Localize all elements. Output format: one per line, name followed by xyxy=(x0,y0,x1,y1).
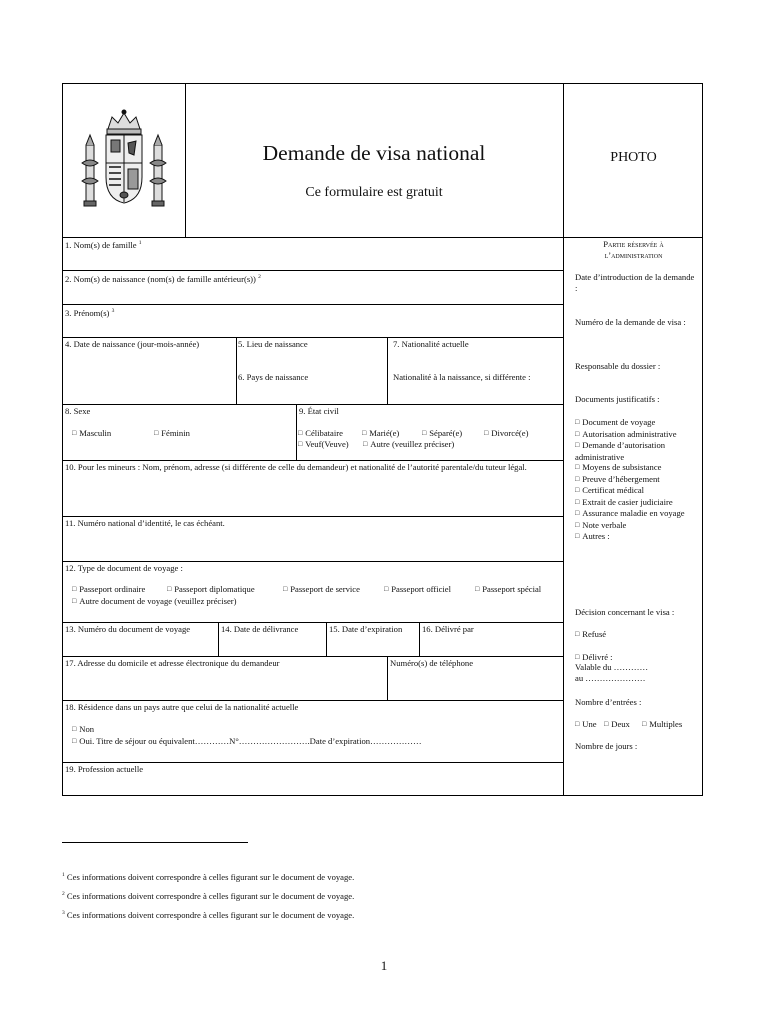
checkbox-document-voyage[interactable]: □ Document de voyage xyxy=(575,417,701,429)
field-11-input[interactable] xyxy=(63,529,562,560)
page-number: 1 xyxy=(380,958,388,973)
footnote-1: $^1$ Ces informations doivent correspondre à celles figurant sur le document de voyage. xyxy=(62,871,355,882)
admin-responsable: Responsable du dossier : xyxy=(575,361,661,371)
checkbox-autre-etat-civil[interactable]: □ Autre (veuillez préciser) xyxy=(363,439,454,451)
admin-date-introduction: Date d’introduction de la demande : xyxy=(575,272,695,293)
checkbox-entree-multiples[interactable]: □ Multiples xyxy=(642,719,682,731)
checkbox-certificat-medical[interactable]: □ Certificat médical xyxy=(575,485,701,497)
field-18-label: 18. Résidence dans un pays autre que celui de la nationalité actuelle xyxy=(65,702,299,712)
checkbox-autorisation-administrative[interactable]: □ Autorisation administrative xyxy=(575,429,701,441)
field-15-label: 15. Date d’expiration xyxy=(329,624,403,634)
checkbox-casier-judiciaire[interactable]: □ Extrait de casier judiciaire xyxy=(575,497,701,509)
divider xyxy=(326,622,327,656)
coat-of-arms-emblem xyxy=(78,107,170,215)
coat-of-arms-icon xyxy=(78,107,170,215)
footnote-separator xyxy=(62,842,248,843)
checkbox-residence-oui[interactable]: □ Oui. Titre de séjour ou équivalent…………N°…………………….Date d’expiration……………… xyxy=(72,736,422,748)
checkbox-refuse[interactable]: □ Refusé xyxy=(575,629,606,641)
field-4-input[interactable] xyxy=(63,350,235,403)
divider xyxy=(62,622,563,623)
checkbox-entree-deux[interactable]: □ Deux xyxy=(604,719,630,731)
form-subtitle: Ce formulaire est gratuit xyxy=(305,185,443,200)
checkbox-note-verbale[interactable]: □ Note verbale xyxy=(575,520,701,532)
admin-numero-demande: Numéro de la demande de visa : xyxy=(575,317,686,327)
field-17-label: 17. Adresse du domicile et adresse électronique du demandeur xyxy=(65,658,280,668)
field-7b-label: Nationalité à la naissance, si différente : xyxy=(393,372,531,382)
checkbox-separe[interactable]: □ Séparé(e) xyxy=(422,428,462,440)
checkbox-passeport-diplomatique[interactable]: □ Passeport diplomatique xyxy=(167,584,255,596)
divider xyxy=(62,561,563,562)
field-9-label: 9. État civil xyxy=(299,406,339,416)
admin-decision-title: Décision concernant le visa : xyxy=(575,607,675,617)
divider xyxy=(62,237,703,238)
field-3-label: 3. Prénom(s) $^3$ xyxy=(65,307,115,318)
checkbox-autres[interactable]: □ Autres : xyxy=(575,531,701,543)
field-8-label: 8. Sexe xyxy=(65,406,91,416)
divider xyxy=(62,337,563,338)
checkbox-demande-autorisation[interactable]: □ Demande d’autorisation administrative xyxy=(575,440,701,462)
field-1-label: 1. Nom(s) de famille $^1$ xyxy=(65,239,142,250)
field-2-input[interactable] xyxy=(63,282,562,303)
checkbox-sexe-feminin[interactable]: □ Féminin xyxy=(154,428,190,440)
divider xyxy=(387,337,388,404)
field-10-label: 10. Pour les mineurs : Nom, prénom, adresse (si différente de celle du demandeur) et nationalité de l’autorité parentale/du tuteur légal. xyxy=(65,462,527,472)
checkbox-entree-une[interactable]: □ Une xyxy=(575,719,597,731)
checkbox-passeport-special[interactable]: □ Passeport spécial xyxy=(475,584,541,596)
divider xyxy=(62,516,563,517)
field-19-label: 19. Profession actuelle xyxy=(65,764,144,774)
checkbox-passeport-service[interactable]: □ Passeport de service xyxy=(283,584,360,596)
divider xyxy=(419,622,420,656)
divider xyxy=(62,700,563,701)
checkbox-residence-non[interactable]: □ Non xyxy=(72,724,94,736)
checkbox-passeport-ordinaire[interactable]: □ Passeport ordinaire xyxy=(72,584,145,596)
field-19-input[interactable] xyxy=(63,775,562,795)
checkbox-delivre[interactable]: □ Délivré : xyxy=(575,652,613,664)
field-4-label: 4. Date de naissance (jour-mois-année) xyxy=(65,339,200,349)
footnote-2: $^2$ Ces informations doivent correspondre à celles figurant sur le document de voyage. xyxy=(62,890,355,901)
telephone-input[interactable] xyxy=(388,669,562,699)
field-13-label: 13. Numéro du document de voyage xyxy=(65,624,191,634)
checkbox-moyens-subsistance[interactable]: □ Moyens de subsistance xyxy=(575,462,701,474)
checkbox-veuf[interactable]: □ Veuf(Veuve) xyxy=(298,439,349,451)
checkbox-marie[interactable]: □ Marié(e) xyxy=(362,428,399,440)
divider xyxy=(62,656,563,657)
field-17b-label: Numéro(s) de téléphone xyxy=(390,658,474,668)
admin-nombre-jours: Nombre de jours : xyxy=(575,741,638,751)
photo-box[interactable] xyxy=(564,84,702,236)
photo-box-label: PHOTO xyxy=(610,150,657,165)
divider xyxy=(236,337,237,404)
field-12-label: 12. Type de document de voyage : xyxy=(65,563,183,573)
field-17-input[interactable] xyxy=(63,669,386,699)
admin-docs-list xyxy=(575,417,701,543)
field-1-input[interactable] xyxy=(63,248,562,269)
field-2-label: 2. Nom(s) de naissance (nom(s) de famille antérieur(s)) $^2$ xyxy=(65,273,261,284)
checkbox-passeport-officiel[interactable]: □ Passeport officiel xyxy=(384,584,451,596)
field-16-label: 16. Délivré par xyxy=(422,624,474,634)
admin-docs-title: Documents justificatifs : xyxy=(575,394,660,404)
checkbox-assurance-maladie[interactable]: □ Assurance maladie en voyage xyxy=(575,508,701,520)
field-7-label: 7. Nationalité actuelle xyxy=(393,339,469,349)
field-5-label: 5. Lieu de naissance xyxy=(238,339,308,349)
checkbox-preuve-hebergement[interactable]: □ Preuve d’hébergement xyxy=(575,474,701,486)
admin-title-line-2: l’administration xyxy=(604,249,663,260)
field-11-label: 11. Numéro national d’identité, le cas échéant. xyxy=(65,518,225,528)
footnote-3: $^3$ Ces informations doivent correspondre à celles figurant sur le document de voyage. xyxy=(62,909,355,920)
field-14-label: 14. Date de délivrance xyxy=(221,624,299,634)
divider xyxy=(62,304,563,305)
field-10-input[interactable] xyxy=(63,484,562,515)
field-3-input[interactable] xyxy=(63,316,562,336)
divider xyxy=(62,460,563,461)
admin-section-title xyxy=(564,239,703,260)
form-title: Demande de visa national xyxy=(262,141,486,165)
divider xyxy=(62,762,563,763)
checkbox-sexe-masculin[interactable]: □ Masculin xyxy=(72,428,111,440)
divider xyxy=(62,404,563,405)
divider xyxy=(62,270,563,271)
divider xyxy=(218,622,219,656)
admin-valable-au: au ………………… xyxy=(575,673,646,683)
admin-valable-du: Valable du ………… xyxy=(575,662,649,672)
admin-title-line-1: Partie réservée à xyxy=(603,239,664,249)
checkbox-autre-document[interactable]: □ Autre document de voyage (veuillez préciser) xyxy=(72,596,236,608)
divider xyxy=(296,404,297,460)
field-6-label: 6. Pays de naissance xyxy=(238,372,309,382)
checkbox-celibataire[interactable]: □ Célibataire xyxy=(298,428,343,440)
admin-nombre-entrees: Nombre d’entrées : xyxy=(575,697,642,707)
checkbox-divorce[interactable]: □ Divorcé(e) xyxy=(484,428,528,440)
